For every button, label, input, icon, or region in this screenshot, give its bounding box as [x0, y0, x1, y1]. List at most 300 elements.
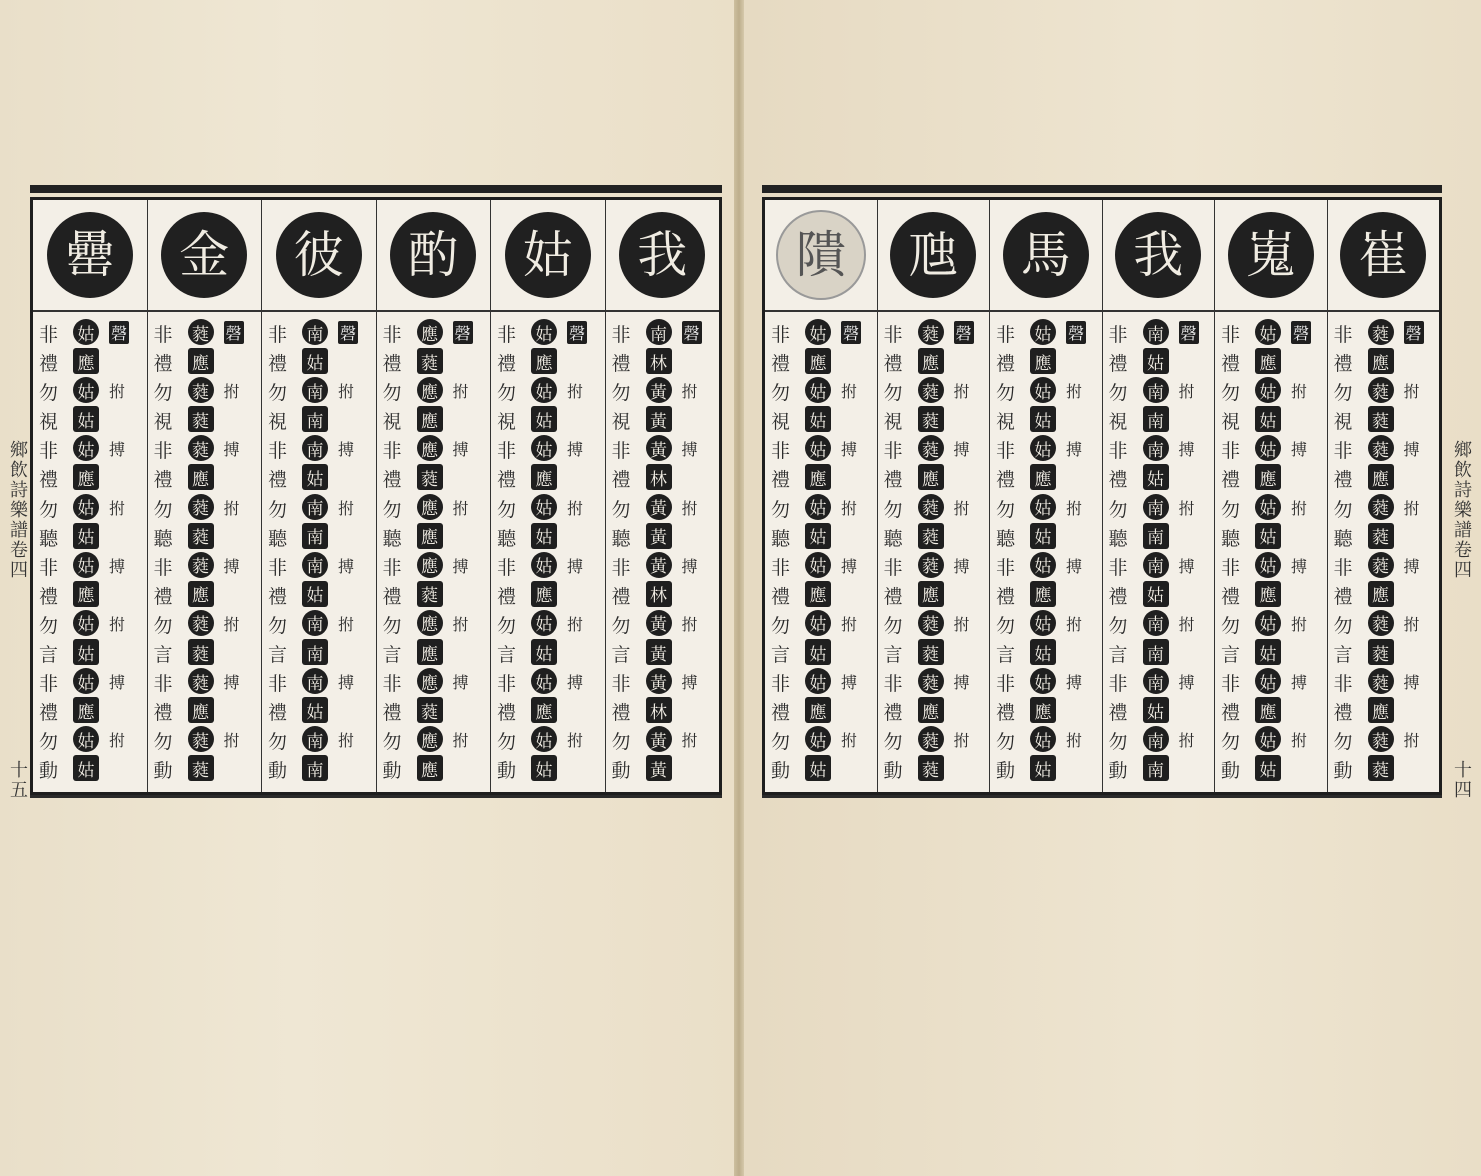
column-body: [491, 312, 605, 792]
lyric-character: 非: [497, 440, 517, 463]
lyric-character: 勿: [382, 731, 402, 754]
score-row: [262, 667, 376, 696]
score-row: [878, 667, 990, 696]
score-row: [262, 405, 376, 434]
pitch-note: 蕤: [1368, 552, 1394, 578]
score-row: [33, 609, 147, 638]
pitch-note: 南: [1143, 639, 1169, 665]
column-body: [1215, 312, 1327, 792]
percussion-mark: 搏: [1291, 440, 1308, 460]
lyric-character: 言: [1333, 644, 1353, 667]
score-row: [1328, 463, 1440, 492]
percussion-mark: 拊: [681, 382, 698, 402]
pitch-note: 蕤: [188, 726, 214, 752]
score-row: [148, 667, 262, 696]
score-row: [1328, 318, 1440, 347]
percussion-mark: 搏: [953, 673, 970, 693]
pitch-note: 應: [1368, 581, 1394, 607]
pitch-note: 應: [1255, 348, 1281, 374]
pitch-note: 蕤: [918, 377, 944, 403]
score-row: [878, 434, 990, 463]
pitch-note: 南: [302, 523, 328, 549]
score-column: [990, 200, 1103, 792]
verse-character-circle: 姑: [505, 212, 591, 298]
pitch-note: 姑: [73, 610, 99, 636]
pitch-note: 蕤: [918, 523, 944, 549]
percussion-mark: 拊: [567, 498, 584, 518]
lyric-character: 禮: [382, 702, 402, 725]
percussion-mark: 拊: [1066, 614, 1083, 634]
pitch-note: 應: [531, 697, 557, 723]
pitch-note: 蕤: [918, 726, 944, 752]
percussion-mark: 拊: [223, 731, 240, 751]
pitch-note: 姑: [1030, 406, 1056, 432]
lyric-character: 禮: [1333, 702, 1353, 725]
score-row: [1215, 667, 1327, 696]
pitch-note: 應: [188, 697, 214, 723]
pitch-note: 姑: [1030, 435, 1056, 461]
pitch-note: 蕤: [188, 435, 214, 461]
pitch-note: 姑: [1143, 581, 1169, 607]
score-row: [33, 405, 147, 434]
lyric-character: 禮: [268, 585, 288, 608]
pitch-note: 姑: [1255, 377, 1281, 403]
pitch-note: 黃: [646, 406, 672, 432]
pitch-note: 應: [1030, 464, 1056, 490]
score-row: [990, 493, 1102, 522]
lyric-character: 非: [996, 673, 1016, 696]
pitch-note: 黃: [646, 523, 672, 549]
score-row: [1215, 638, 1327, 667]
score-row: [491, 754, 605, 783]
score-row: [606, 580, 720, 609]
pitch-note: 蕤: [188, 494, 214, 520]
pitch-note: 應: [417, 523, 443, 549]
lyric-character: 非: [153, 324, 173, 346]
pitch-note: 姑: [73, 494, 99, 520]
lyric-character: 動: [382, 760, 402, 783]
lyric-character: 勿: [1333, 498, 1353, 521]
lyric-character: 勿: [153, 731, 173, 754]
pitch-note: 姑: [302, 464, 328, 490]
column-body: [1103, 312, 1215, 792]
pitch-note: 蕤: [188, 406, 214, 432]
percussion-mark: 搏: [567, 440, 584, 460]
pitch-note: 姑: [302, 348, 328, 374]
pitch-note: 姑: [805, 668, 831, 694]
score-row: [148, 696, 262, 725]
percussion-mark: 拊: [1178, 498, 1195, 518]
pitch-note: 黃: [646, 377, 672, 403]
pitch-note: 姑: [805, 523, 831, 549]
score-row: [377, 580, 491, 609]
lyric-character: 非: [153, 673, 173, 696]
score-row: [606, 696, 720, 725]
pitch-note: 姑: [73, 377, 99, 403]
score-row: [1328, 493, 1440, 522]
percussion-mark: 搏: [1403, 673, 1420, 693]
lyric-character: 聽: [39, 527, 59, 550]
score-row: [606, 434, 720, 463]
pitch-note: 姑: [73, 523, 99, 549]
score-row: [1215, 318, 1327, 347]
lyric-character: 勿: [611, 614, 631, 637]
score-row: [1328, 580, 1440, 609]
lyric-character: 非: [1221, 324, 1241, 346]
lyric-character: 非: [382, 440, 402, 463]
pitch-note: 蕤: [918, 552, 944, 578]
pitch-note: 應: [1030, 348, 1056, 374]
percussion-mark: 磬: [1404, 321, 1424, 344]
pitch-note: 姑: [1255, 435, 1281, 461]
pitch-note: 應: [188, 348, 214, 374]
pitch-note: 姑: [531, 552, 557, 578]
pitch-note: 蕤: [918, 668, 944, 694]
lyric-character: 勿: [268, 731, 288, 754]
score-row: [606, 376, 720, 405]
lyric-character: 非: [382, 673, 402, 696]
percussion-mark: 拊: [841, 498, 858, 518]
score-row: [878, 405, 990, 434]
score-row: [1215, 725, 1327, 754]
percussion-mark: 搏: [338, 440, 355, 460]
lyric-character: 視: [153, 411, 173, 434]
score-row: [606, 551, 720, 580]
percussion-mark: 搏: [841, 440, 858, 460]
verse-character-circle: 馬: [1003, 212, 1089, 298]
score-row: [1328, 434, 1440, 463]
score-row: [33, 696, 147, 725]
score-row: [491, 580, 605, 609]
pitch-note: 姑: [1255, 319, 1281, 345]
score-row: [878, 493, 990, 522]
score-row: [1103, 667, 1215, 696]
pitch-note: 黃: [646, 435, 672, 461]
percussion-mark: 搏: [1066, 556, 1083, 576]
pitch-note: 蕤: [918, 494, 944, 520]
lyric-character: 聽: [268, 527, 288, 550]
score-row: [878, 522, 990, 551]
column-body: [33, 312, 147, 792]
score-row: [377, 434, 491, 463]
score-row: [33, 493, 147, 522]
lyric-character: 禮: [996, 702, 1016, 725]
percussion-mark: 搏: [338, 556, 355, 576]
score-row: [148, 725, 262, 754]
score-row: [765, 609, 877, 638]
pitch-note: 姑: [805, 377, 831, 403]
percussion-mark: 磬: [1066, 321, 1086, 344]
score-row: [262, 318, 376, 347]
lyric-character: 禮: [1108, 585, 1128, 608]
lyric-character: 動: [996, 760, 1016, 783]
lyric-character: 非: [497, 556, 517, 579]
percussion-mark: 拊: [452, 382, 469, 402]
lyric-character: 禮: [1108, 469, 1128, 492]
score-row: [606, 754, 720, 783]
score-column: [377, 200, 492, 792]
percussion-mark: 拊: [109, 731, 126, 751]
percussion-mark: 搏: [1066, 673, 1083, 693]
pitch-note: 南: [302, 755, 328, 781]
right-page-number: 十四: [1451, 760, 1472, 800]
pitch-note: 應: [805, 697, 831, 723]
lyric-character: 動: [153, 760, 173, 783]
pitch-note: 蕤: [1368, 610, 1394, 636]
percussion-mark: 磬: [109, 321, 129, 344]
score-row: [878, 347, 990, 376]
lyric-character: 非: [1333, 673, 1353, 696]
score-row: [262, 522, 376, 551]
pitch-note: 南: [1143, 726, 1169, 752]
score-row: [377, 754, 491, 783]
pitch-note: 黃: [646, 610, 672, 636]
pitch-note: 南: [302, 639, 328, 665]
lyric-character: 禮: [883, 353, 903, 376]
score-row: [765, 434, 877, 463]
score-row: [491, 493, 605, 522]
percussion-mark: 拊: [452, 498, 469, 518]
lyric-character: 非: [996, 324, 1016, 346]
lyric-character: 勿: [382, 614, 402, 637]
score-row: [377, 725, 491, 754]
pitch-note: 蕤: [918, 319, 944, 345]
lyric-character: 言: [1221, 644, 1241, 667]
percussion-mark: 拊: [1403, 614, 1420, 634]
pitch-note: 應: [417, 668, 443, 694]
pitch-note: 姑: [805, 494, 831, 520]
pitch-note: 姑: [73, 319, 99, 345]
lyric-character: 非: [268, 324, 288, 346]
score-column: [1215, 200, 1328, 792]
percussion-mark: 拊: [452, 614, 469, 634]
score-row: [262, 580, 376, 609]
lyric-character: 言: [611, 644, 631, 667]
pitch-note: 姑: [73, 552, 99, 578]
percussion-mark: 搏: [452, 556, 469, 576]
lyric-character: 勿: [771, 731, 791, 754]
percussion-mark: 拊: [953, 498, 970, 518]
score-row: [1103, 318, 1215, 347]
verse-character-circle: 我: [619, 212, 705, 298]
score-row: [606, 638, 720, 667]
score-column: [1328, 200, 1440, 792]
score-row: [148, 318, 262, 347]
pitch-note: 應: [417, 552, 443, 578]
lyric-character: 非: [39, 556, 59, 579]
score-row: [1215, 434, 1327, 463]
lyric-character: 勿: [153, 614, 173, 637]
score-row: [765, 493, 877, 522]
pitch-note: 應: [1368, 464, 1394, 490]
pitch-note: 姑: [73, 668, 99, 694]
lyric-character: 禮: [382, 469, 402, 492]
percussion-mark: 搏: [567, 673, 584, 693]
percussion-mark: 拊: [841, 731, 858, 751]
score-row: [1215, 754, 1327, 783]
score-row: [990, 405, 1102, 434]
score-row: [377, 522, 491, 551]
pitch-note: 姑: [805, 639, 831, 665]
book-gutter: [734, 0, 744, 1176]
pitch-note: 應: [1368, 697, 1394, 723]
percussion-mark: 磬: [954, 321, 974, 344]
pitch-note: 姑: [302, 581, 328, 607]
lyric-character: 禮: [382, 353, 402, 376]
pitch-note: 蕤: [918, 755, 944, 781]
pitch-note: 蕤: [918, 610, 944, 636]
lyric-character: 非: [1221, 556, 1241, 579]
pitch-note: 黃: [646, 494, 672, 520]
pitch-note: 南: [646, 319, 672, 345]
score-row: [990, 376, 1102, 405]
lyric-character: 非: [1221, 673, 1241, 696]
lyric-character: 禮: [883, 702, 903, 725]
percussion-mark: 搏: [1403, 556, 1420, 576]
pitch-note: 南: [1143, 319, 1169, 345]
pitch-note: 姑: [73, 406, 99, 432]
score-column: [878, 200, 991, 792]
lyric-character: 勿: [39, 382, 59, 405]
lyric-character: 勿: [771, 382, 791, 405]
score-row: [1328, 667, 1440, 696]
lyric-character: 視: [611, 411, 631, 434]
verse-character-circle: 酌: [390, 212, 476, 298]
pitch-note: 應: [1030, 581, 1056, 607]
percussion-mark: 拊: [1066, 731, 1083, 751]
pitch-note: 姑: [1255, 639, 1281, 665]
percussion-mark: 搏: [1178, 440, 1195, 460]
pitch-note: 南: [1143, 523, 1169, 549]
pitch-note: 南: [302, 494, 328, 520]
score-row: [148, 434, 262, 463]
lyric-character: 勿: [382, 382, 402, 405]
lyric-character: 禮: [497, 702, 517, 725]
pitch-note: 蕤: [188, 668, 214, 694]
percussion-mark: 拊: [223, 498, 240, 518]
lyric-character: 禮: [1221, 702, 1241, 725]
column-header: [990, 200, 1102, 312]
lyric-character: 勿: [996, 614, 1016, 637]
pitch-note: 應: [805, 464, 831, 490]
score-row: [262, 638, 376, 667]
pitch-note: 蕤: [188, 523, 214, 549]
lyric-character: 言: [153, 644, 173, 667]
score-row: [33, 754, 147, 783]
column-body: [262, 312, 376, 792]
score-row: [606, 318, 720, 347]
percussion-mark: 搏: [1403, 440, 1420, 460]
pitch-note: 應: [417, 610, 443, 636]
percussion-mark: 拊: [109, 382, 126, 402]
pitch-note: 蕤: [918, 435, 944, 461]
score-row: [990, 551, 1102, 580]
score-row: [990, 347, 1102, 376]
score-row: [1328, 638, 1440, 667]
percussion-mark: 拊: [681, 731, 698, 751]
pitch-note: 姑: [1255, 552, 1281, 578]
lyric-character: 勿: [39, 614, 59, 637]
lyric-character: 勿: [883, 731, 903, 754]
lyric-character: 非: [497, 673, 517, 696]
score-row: [491, 405, 605, 434]
percussion-mark: 拊: [681, 498, 698, 518]
lyric-character: 禮: [883, 469, 903, 492]
score-row: [990, 754, 1102, 783]
lyric-character: 非: [153, 556, 173, 579]
percussion-mark: 拊: [1403, 498, 1420, 518]
lyric-character: 禮: [497, 585, 517, 608]
percussion-mark: 拊: [567, 382, 584, 402]
percussion-mark: 拊: [841, 614, 858, 634]
lyric-character: 非: [611, 673, 631, 696]
pitch-note: 林: [646, 348, 672, 374]
pitch-note: 蕤: [188, 319, 214, 345]
score-row: [33, 725, 147, 754]
pitch-note: 蕤: [918, 406, 944, 432]
lyric-character: 言: [771, 644, 791, 667]
score-row: [1103, 493, 1215, 522]
column-body: [377, 312, 491, 792]
score-row: [148, 347, 262, 376]
lyric-character: 禮: [1333, 469, 1353, 492]
pitch-note: 應: [417, 406, 443, 432]
lyric-character: 言: [497, 644, 517, 667]
score-row: [491, 725, 605, 754]
score-row: [606, 725, 720, 754]
lyric-character: 禮: [268, 702, 288, 725]
pitch-note: 蕤: [417, 697, 443, 723]
score-row: [1103, 609, 1215, 638]
lyric-character: 勿: [883, 498, 903, 521]
percussion-mark: 拊: [953, 614, 970, 634]
lyric-character: 勿: [268, 614, 288, 637]
verse-character-circle: 我: [1115, 212, 1201, 298]
percussion-mark: 拊: [841, 382, 858, 402]
percussion-mark: 拊: [567, 614, 584, 634]
score-row: [1215, 405, 1327, 434]
pitch-note: 姑: [531, 319, 557, 345]
lyric-character: 禮: [39, 353, 59, 376]
score-row: [765, 638, 877, 667]
lyric-character: 禮: [771, 353, 791, 376]
score-row: [262, 609, 376, 638]
lyric-character: 非: [1333, 324, 1353, 346]
pitch-note: 姑: [805, 755, 831, 781]
pitch-note: 應: [918, 464, 944, 490]
lyric-character: 非: [996, 556, 1016, 579]
pitch-note: 姑: [73, 726, 99, 752]
percussion-mark: 搏: [452, 440, 469, 460]
score-row: [1215, 609, 1327, 638]
score-row: [765, 318, 877, 347]
lyric-character: 聽: [382, 527, 402, 550]
score-row: [1103, 376, 1215, 405]
left-bottom-rule: [30, 795, 722, 798]
score-row: [990, 638, 1102, 667]
pitch-note: 南: [1143, 494, 1169, 520]
verse-character-circle: 金: [161, 212, 247, 298]
score-row: [33, 551, 147, 580]
percussion-mark: 磬: [682, 321, 702, 344]
lyric-character: 非: [611, 324, 631, 346]
score-row: [1328, 754, 1440, 783]
percussion-mark: 搏: [681, 556, 698, 576]
pitch-note: 蕤: [417, 348, 443, 374]
score-row: [148, 551, 262, 580]
lyric-character: 非: [883, 440, 903, 463]
lyric-character: 言: [1108, 644, 1128, 667]
